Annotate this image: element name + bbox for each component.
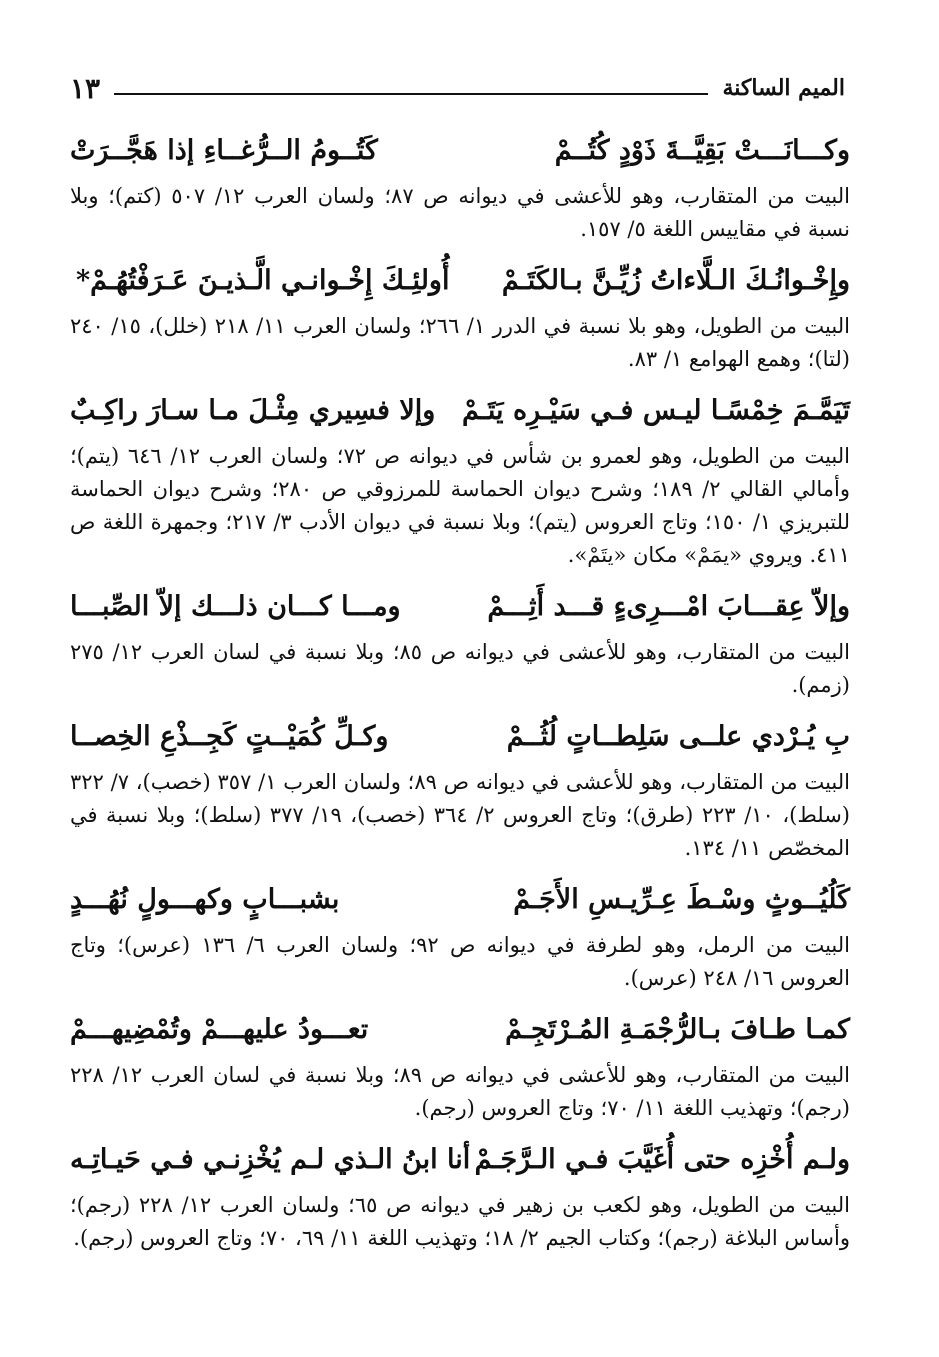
second-hemistich: بِ يُـرْدي علــى سَلِطــاتٍ لُثُــمْ xyxy=(506,721,850,752)
first-hemistich: وإلا فسِيري مِثْـلَ مـا سـارَ راكِـبٌ xyxy=(70,395,436,426)
verse-note: البيت من الرمل، وهو لطرفة في ديوانه ص ٩٢؛ ولسان العرب ٦/ ١٣٦ (عرس)؛ وتاج العروس ١٦/ ٢٤٨ (عرس). xyxy=(70,933,850,990)
verse-note: البيت من المتقارب، وهو للأعشى في ديوانه ص ٨٧؛ ولسان العرب ١٢/ ٥٠٧ (كتم)؛ وبلا نسبة في مقاييس اللغة ٥/ ١٥٧. xyxy=(70,184,851,241)
verse-entry xyxy=(70,384,850,572)
verse-note: البيت من المتقارب، وهو للأعشى في ديوانه ص ٨٥؛ وبلا نسبة في لسان العرب ١٢/ ٢٧٥ (زمم). xyxy=(70,640,850,697)
second-hemistich: ولـم أُخْزِه حتى أُغَيَّبَ فـي الـرَّجَـمْ xyxy=(474,1144,850,1175)
verse-line xyxy=(70,710,850,764)
verse-line xyxy=(70,384,850,438)
first-hemistich: أنا ابنُ الـذي لـم يُخْزِنـي فـي حَيـاتِـه xyxy=(70,1144,471,1175)
first-hemistich: كَتُــومُ الــرُّغــاءِ إذا هَجَّــرَتْ xyxy=(70,135,378,166)
verse-entry xyxy=(70,710,850,865)
header-rule xyxy=(114,93,708,95)
verse-note: البيت من الطويل، وهو بلا نسبة في الدرر ١/ ٢٦٦؛ ولسان العرب ١١/ ٢١٨ (خلل)، ١٥/ ٢٤٠ (لتا)؛ وهمع الهوامع ١/ ٨٣. xyxy=(70,314,850,371)
first-hemistich: * أُولئِـكَ إِخْـوانـي الَّـذيـنَ عَـرَفْتُهُـمْ xyxy=(70,254,449,308)
verse-note: البيت من الطويل، وهو لعمرو بن شأس في ديوانه ص ٧٢؛ ولسان العرب ١٢/ ٦٤٦ (يتم)؛ وأمالي القالي ٢/ ١٨٩؛ وشرح ديوان الحماسة للمرزوقي ص ٢٨٠؛ وشرح ديوان الحماسة للتبريزي ١/ ١٥٠؛ وتاج العروس (يتم)؛ وبلا نسبة في ديوان الأدب ٣/ ٢١٧؛ وجمهرة اللغة ص ٤١١. ويروي «يمَمْ» مكان «يتَمْ». xyxy=(70,444,850,567)
verse-line xyxy=(70,124,850,178)
verse-note: البيت من المتقارب، وهو للأعشى في ديوانه ص ٨٩؛ ولسان العرب ١/ ٣٥٧ (خصب)، ٧/ ٣٢٢ (سلط)، ١٠/ ٢٢٣ (طرق)؛ وتاج العروس ٢/ ٣٦٤ (خصب)، ١٩/ ٣٧٧ (سلط)؛ وبلا نسبة في المخصّص ١١/ ١٣٤. xyxy=(70,770,850,860)
page-header xyxy=(70,66,845,110)
first-hemistich: بشبـــابٍ وكهـــولٍ نُهُـــدٍ xyxy=(70,884,340,915)
verse-line xyxy=(70,1003,850,1057)
page-number: ١٣ xyxy=(70,71,101,105)
second-hemistich: تَيَمَّـمَ خِمْسًـا ليـس فـي سَيْـرِه يَتَـمْ xyxy=(462,395,850,426)
verse-entry xyxy=(70,124,850,246)
verse-line xyxy=(70,873,850,927)
second-hemistich: وكـــانَـــتْ بَقِيَّــةَ ذَوْدٍ كُتُــمْ xyxy=(554,135,850,166)
verse-entry xyxy=(70,873,850,995)
verse-entry xyxy=(70,580,850,702)
verse-line xyxy=(70,1133,850,1187)
second-hemistich: كمـا طـافَ بـالرُّجْمَـةِ المُـرْتَجِـمْ xyxy=(505,1014,850,1045)
verse-entry xyxy=(70,1133,850,1255)
second-hemistich: وإلاّ عِقـــابَ امْـــرِىءٍ قـــد أَثِـــمْ xyxy=(487,591,850,622)
second-hemistich: كَلُيُــوثٍ وسْـطَ عِـرِّيـسِ الأَجَـمْ xyxy=(513,884,850,915)
first-hemistich: ومـــا كـــان ذلـــك إلاّ الصِّبـــا xyxy=(70,591,401,622)
asterisk-marker: * xyxy=(76,265,91,296)
first-hemistich: تعـــودُ عليهـــمْ وتُمْضِيهـــمْ xyxy=(70,1014,369,1045)
verse-note: البيت من الطويل، وهو لكعب بن زهير في ديوانه ص ٦٥؛ ولسان العرب ١٢/ ٢٢٨ (رجم)؛ وأساس البلاغة (رجم)؛ وكتاب الجيم ٢/ ١٨؛ وتهذيب اللغة ١١/ ٦٩، ٧٠؛ وتاج العروس (رجم). xyxy=(70,1193,850,1250)
second-hemistich: وإِخْـوانُـكَ الـلَّاءاتُ زُيِّـنَّ بـالكَتَـمْ xyxy=(501,265,850,296)
verse-entries xyxy=(70,124,850,1263)
verse-line xyxy=(70,254,850,308)
first-hemistich: وكـلِّ كُمَيْــتٍ كَجِــذْعِ الخِصــا xyxy=(70,721,389,752)
verse-entry xyxy=(70,1003,850,1125)
running-title: الميم الساكنة xyxy=(722,75,845,101)
verse-note: البيت من المتقارب، وهو للأعشى في ديوانه ص ٨٩؛ وبلا نسبة في لسان العرب ١٢/ ٢٢٨ (رجم)؛ وتهذيب اللغة ١١/ ٧٠؛ وتاج العروس (رجم). xyxy=(70,1063,850,1120)
verse-entry xyxy=(70,254,850,376)
verse-line xyxy=(70,580,850,634)
